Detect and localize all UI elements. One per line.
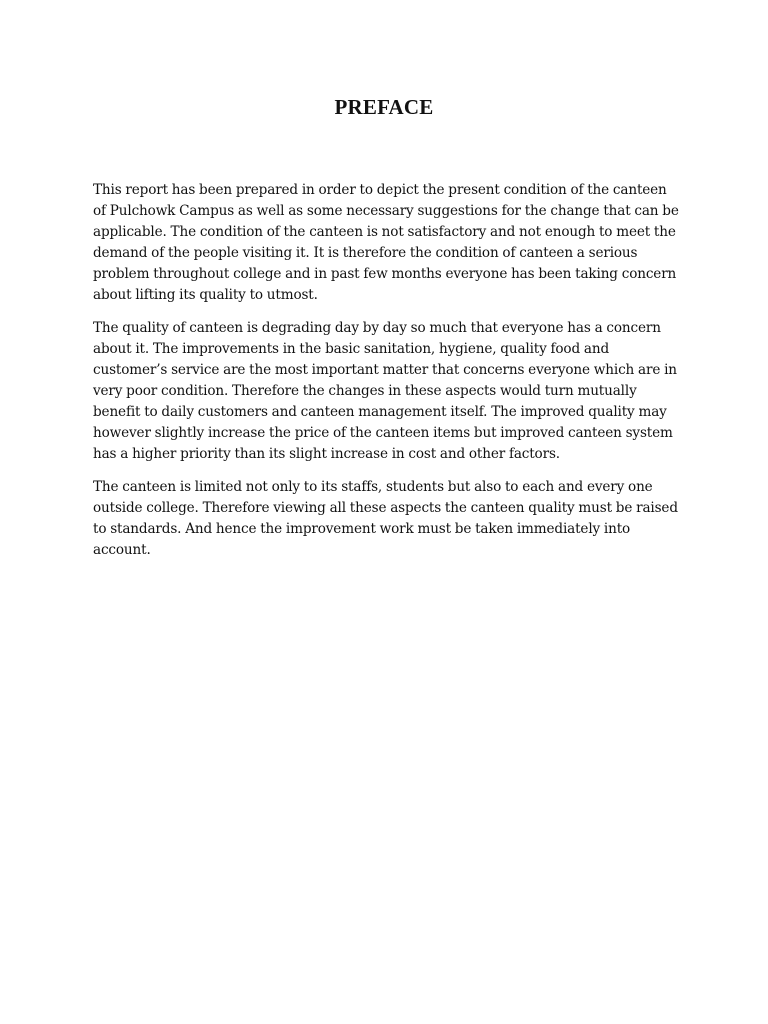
- paragraph-3: The canteen is limited not only to its staffs, students but also to each and every one outside college. Therefore viewing all these aspects the canteen quality must be raised to standards. And hence the improvement work must be taken immediately into account.: [93, 479, 678, 558]
- paragraph-1: This report has been prepared in order to depict the present condition of the canteen of Pulchowk Campus as well as some necessary suggestions for the change that can be applicable. The condition of the canteen is not satisfactory and not enough to meet the demand of the people visiting it. It is therefore the condition of canteen a serious problem throughout college and in past few months everyone has been taking concern about lifting its quality to utmost.: [93, 182, 679, 303]
- paragraph-2: The quality of canteen is degrading day by day so much that everyone has a concern about it. The improvements in the basic sanitation, hygiene, quality food and customer’s service are the most important matter that concerns everyone which are in very poor condition. Therefore the changes in these aspects would turn mutually benefit to daily customers and canteen management itself. The improved quality may however slightly increase the price of the canteen items but improved canteen system has a higher priority than its slight increase in cost and other factors.: [93, 320, 677, 462]
- document-body: [93, 180, 683, 573]
- page-title: PREFACE: [334, 95, 434, 119]
